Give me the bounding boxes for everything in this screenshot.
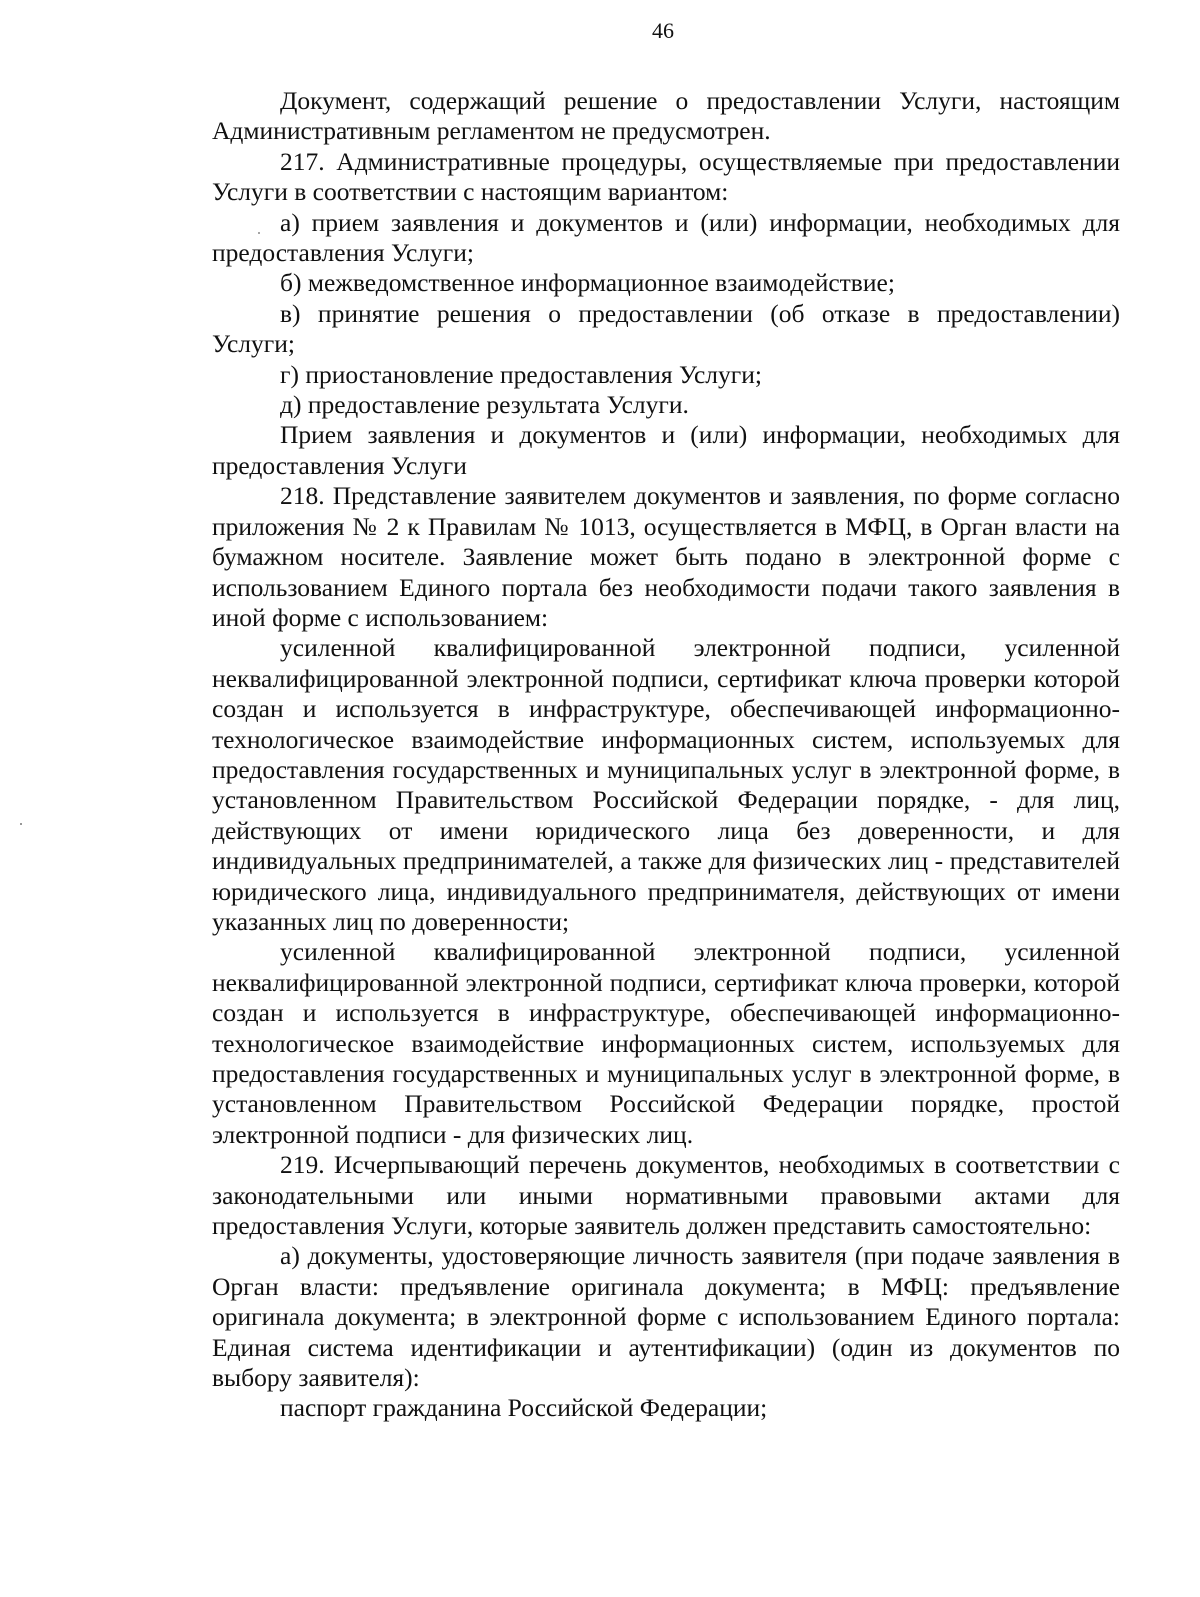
section-heading-application-intake: Прием заявления и документов и (или) информации, необходимых для предоставления Услуги [212,420,1120,480]
list-item-b: б) межведомственное информационное взаимодействие; [280,268,895,298]
list-item-passport: паспорт гражданина Российской Федерации; [280,1393,768,1423]
list-item-g: г) приостановление предоставления Услуги; [280,359,762,389]
page-number: 46 [652,18,674,43]
paragraph-217: 217. Административные процедуры, осуществляемые при предоставлении Услуги в соответствии с настоящим вариантом: [212,146,1120,207]
paragraph-no-decision-document: Документ, содержащий решение о предоставлении Услуги, настоящим Административным регламентом не предусмотрен. [212,86,1120,146]
paragraph-219: 219. Исчерпывающий перечень документов, необходимых в соответствии с законодательными или иными нормативными правовыми актами для предоставления Услуги, которые заявитель должен представить самостоятельно: [212,1150,1120,1241]
paragraph-218: 218. Представление заявителем документов и заявления, по форме согласно приложения № 2 к Правилам № 1013, осуществляется в МФЦ, в Орган власти на бумажном носителе. Заявление может быть подано в электронной форме с использованием Единого портала без необходимости подачи такого заявления в иной форме с использованием: [212,481,1120,632]
paragraph-qualified-signature-individuals: усиленной квалифицированной электронной подписи, усиленной неквалифицированной электронной подписи, сертификат ключа проверки, которой создан и используется в инфраструктуре, обеспечивающей информационно-технологическое взаимодействие информационных систем, используемых для предоставления государственных и муниципальных услуг в электронной форме, в установленном Правительством Российской Федерации порядке, простой электронной подписи - для физических лиц. [212,937,1120,1149]
paragraph-qualified-signature-legal: усиленной квалифицированной электронной подписи, усиленной неквалифицированной электронной подписи, сертификат ключа проверки которой создан и используется в инфраструктуре, обеспечивающей информационно-технологическое взаимодействие информационных систем, используемых для предоставления государственных и муниципальных услуг в электронной форме, в установленном Правительством Российской Федерации порядке, - для лиц, действующих от имени юридического лица без доверенности, и для индивидуальных предпринимателей, а также для физических лиц - представителей юридического лица, индивидуального предпринимателя, действующих от имени указанных лиц по доверенности; [212,633,1120,936]
document-body [212,86,1120,1424]
scan-speck [258,232,260,234]
list-item-a: а) прием заявления и документов и (или) информации, необходимых для предоставления Услуги; [212,207,1120,268]
list-item-identity-documents: а) документы, удостоверяющие личность заявителя (при подаче заявления в Орган власти: предъявление оригинала документа; в МФЦ: предъявление оригинала документа; в электронной форме с использованием Единого портала: Единая система идентификации и аутентификации) (один из документов по выбору заявителя): [212,1241,1120,1393]
list-item-d: д) предоставление результата Услуги. [280,390,689,420]
scan-speck [20,823,22,825]
list-item-v: в) принятие решения о предоставлении (об отказе в предоставлении) Услуги; [212,298,1120,359]
